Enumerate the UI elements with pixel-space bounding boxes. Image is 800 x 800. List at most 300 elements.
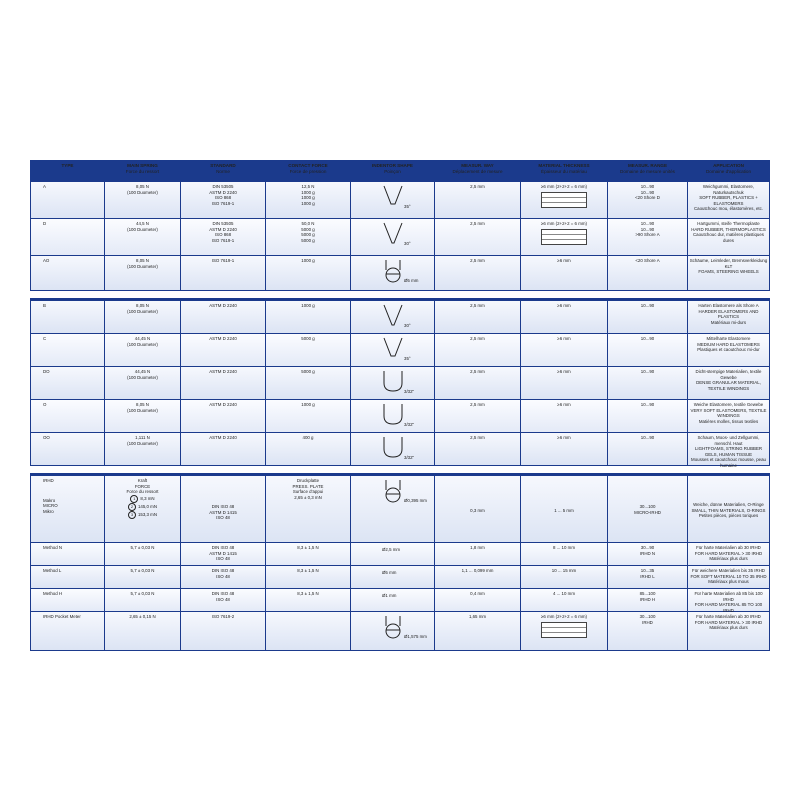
force-value: PRESS. PLATE	[292, 483, 324, 489]
cell-standard	[181, 334, 266, 366]
way-value: 2,5 mm	[470, 369, 485, 374]
thickness-block	[522, 402, 606, 408]
force-value: 8,3 ± 1,5 N	[297, 545, 319, 550]
header-label: MEASUR. RANGE	[627, 163, 668, 168]
thickness-block	[522, 568, 606, 574]
application-value: Hartgummi, steife Thermoplaste	[697, 221, 760, 226]
application-value: Matériaux plus durs	[709, 625, 748, 631]
application-value: FOR HARD MATERIAL 85 TO 100 IRHD	[694, 602, 763, 613]
force-value: 12,5 N	[301, 184, 315, 189]
cell-application	[688, 566, 770, 588]
application-value: Mittelharte Elastomere	[706, 336, 751, 341]
application-value: Petites pièces, pièces toriques	[698, 513, 759, 519]
group-shore-a-d	[30, 182, 770, 291]
standard-value: DIN 53505	[212, 221, 234, 226]
way-value: 2,5 mm	[470, 258, 485, 263]
indentor-label: 3/32"	[404, 422, 415, 427]
standard-value: ASTM D 1415	[209, 550, 237, 556]
indentor-figure	[352, 614, 433, 648]
type-sublabel: Mikro	[43, 508, 54, 514]
thickness-value: 4 ... 10 mm	[553, 591, 575, 596]
force-value: 5000 g	[301, 226, 315, 232]
cell-standard	[181, 589, 266, 611]
cell-main-spring	[105, 566, 181, 588]
cell-standard	[181, 612, 266, 650]
thickness-block	[522, 614, 606, 638]
range-value: 30...100	[639, 614, 656, 619]
table-row	[30, 334, 770, 367]
table-row	[30, 219, 770, 256]
column-header	[435, 160, 521, 182]
table-row	[30, 182, 770, 219]
cell-measuring-way	[435, 612, 521, 650]
application-value: FOR SOFT MATERIAL 10 TO 35 IRHD	[690, 573, 767, 579]
range-value: IRHD H	[639, 596, 656, 602]
indentor-label: Ø2,5 mm	[382, 547, 401, 552]
application-value: Matériaux plus durs	[709, 556, 748, 562]
force-value: 8,3 ± 1,5 N	[297, 568, 319, 573]
cell-main-spring	[105, 367, 181, 399]
group-gap	[30, 291, 770, 298]
standard-value: DIN ISO 48	[211, 591, 235, 596]
standard-value: DIN 53505	[212, 184, 234, 189]
indentor-figure	[352, 303, 433, 331]
standard-value: ASTM D 2240	[209, 189, 237, 195]
force-value: 5000 g	[301, 232, 315, 238]
way-value: 2,5 mm	[470, 435, 485, 440]
application-value: Für harte Materialien ab 30 IRHD	[696, 545, 761, 550]
cell-application	[688, 400, 770, 432]
cell-indentor-shape	[351, 256, 435, 290]
group-gap	[30, 466, 770, 473]
indentor-figure	[352, 478, 433, 540]
column-header	[266, 160, 351, 182]
cell-main-spring	[105, 219, 181, 255]
cell-measuring-range	[608, 433, 688, 465]
cell-type	[30, 334, 105, 366]
standard-value: ISO 7619-2	[211, 614, 235, 619]
standard-value: ASTM D 2240	[209, 226, 237, 232]
force-value: Druckplatte	[296, 478, 320, 483]
table-row	[30, 566, 770, 589]
cell-contact-force	[266, 400, 351, 432]
spring-value: 8,05 N	[136, 402, 149, 407]
force-value: 1000 g	[301, 189, 315, 195]
cell-measuring-range	[608, 543, 688, 565]
column-header	[30, 160, 105, 182]
header-label: TYPE	[61, 163, 74, 168]
cell-material-thickness	[521, 334, 608, 366]
standard-value: ISO 7619-1	[211, 258, 235, 263]
cell-measuring-range	[608, 256, 688, 290]
thickness-value: ≥6 mm	[557, 336, 571, 341]
table-row	[30, 400, 770, 433]
cell-material-thickness	[521, 367, 608, 399]
cell-main-spring	[105, 182, 181, 218]
application-value: SOFT RUBBER, PLASTICS + ELASTOMERS	[699, 195, 758, 206]
type-label: D	[43, 221, 47, 226]
range-value: 10...90	[640, 226, 655, 232]
stacked-layers-icon	[541, 622, 587, 638]
indentor-label: 35°	[404, 356, 411, 361]
cell-type	[30, 301, 105, 333]
force-value: 50,0 N	[301, 221, 315, 226]
spring-value: 8,05 N	[136, 258, 149, 263]
force-value: 1000 g	[301, 200, 315, 206]
spring-subvalue: 2 145,0 mN	[106, 503, 179, 511]
cell-material-thickness	[521, 612, 608, 650]
thickness-value: ≥6 mm	[557, 369, 571, 374]
standard-value: ISO 868	[214, 195, 232, 201]
cup-indentor-icon	[378, 369, 408, 395]
force-value: 5000 g	[301, 237, 315, 243]
cell-contact-force	[266, 476, 351, 542]
type-label: A	[43, 184, 46, 189]
spring-value: 8,05 N	[136, 303, 149, 308]
standard-value: ASTM D 2240	[209, 435, 237, 440]
cell-indentor-shape	[351, 612, 435, 650]
application-value: LIGHTFOAMS, STRING RUBBER GELS, HUMAN TISSUE	[694, 446, 763, 457]
spring-value: 5,7 ± 0,03 N	[130, 591, 155, 596]
cell-measuring-way	[435, 476, 521, 542]
way-value: 2,5 mm	[470, 402, 485, 407]
application-value: Für harte Materialien ab 30 IRHD	[696, 614, 761, 619]
spring-value: (100 Duometer)	[127, 189, 158, 195]
application-value: SMALL, THIN MATERIALS, O-RINGS	[691, 507, 766, 513]
application-value: Schäume, Leimleder, Bremsverkleidung KLT	[689, 258, 768, 269]
cell-standard	[181, 182, 266, 218]
indentor-label: 30°	[404, 323, 411, 328]
application-value: Schaum, Moos- und Zellgummi, menschl. Haut	[697, 435, 760, 446]
cell-main-spring	[105, 334, 181, 366]
application-value: DENSE GRANULAR MATERIAL, TEXTILE WINDINGS	[696, 380, 761, 391]
indentor-label: Ø5 mm	[404, 278, 419, 283]
indentor-label: Ø5 mm	[382, 570, 397, 575]
indentor-figure	[352, 369, 433, 397]
cell-contact-force	[266, 367, 351, 399]
cell-measuring-range	[608, 301, 688, 333]
cell-application	[688, 256, 770, 290]
cell-material-thickness	[521, 219, 608, 255]
table-row	[30, 256, 770, 291]
thickness-block	[522, 508, 606, 514]
standard-value: ASTM D 1415	[209, 509, 237, 515]
stacked-layers-icon	[541, 192, 587, 208]
standard-value: ISO 48	[216, 596, 230, 602]
cell-measuring-way	[435, 433, 521, 465]
cell-measuring-way	[435, 400, 521, 432]
cone35-indentor-icon	[378, 336, 408, 362]
way-value: 2,5 mm	[470, 303, 485, 308]
thickness-value: ≥6 mm	[557, 435, 571, 440]
cell-standard	[181, 433, 266, 465]
spring-value: 8,05 N	[136, 184, 149, 189]
range-value: 10...35	[640, 568, 655, 573]
cell-application	[688, 301, 770, 333]
hardness-comparison-table	[30, 160, 770, 651]
indentor-figure	[352, 221, 433, 253]
thickness-value: ≥6 mm	[557, 402, 571, 407]
cell-main-spring	[105, 476, 181, 542]
range-value: 85...100	[639, 591, 656, 596]
cell-application	[688, 612, 770, 650]
force-value: 1000 g	[301, 303, 315, 308]
thickness-value: ≥6 mm (2+2+2 = 6 mm)	[541, 614, 587, 619]
header-sublabel: Domaine d'application	[705, 168, 752, 174]
cell-main-spring	[105, 612, 181, 650]
cell-measuring-range	[608, 219, 688, 255]
cell-contact-force	[266, 334, 351, 366]
header-sublabel: Poinçon	[384, 168, 401, 174]
cell-material-thickness	[521, 400, 608, 432]
force-value: 8,3 ± 1,5 N	[297, 591, 319, 596]
cell-type	[30, 589, 105, 611]
cell-application	[688, 367, 770, 399]
header-label: STANDARD	[210, 163, 236, 168]
cell-application	[688, 182, 770, 218]
cell-measuring-way	[435, 566, 521, 588]
thickness-value: 1 ... 5 mm	[554, 508, 574, 513]
force-value: 5000 g	[301, 336, 315, 341]
spring-value: (100 Duometer)	[127, 374, 158, 380]
thickness-value: 10 ... 15 mm	[551, 568, 577, 573]
cell-main-spring	[105, 256, 181, 290]
cell-measuring-range	[608, 334, 688, 366]
column-header	[608, 160, 688, 182]
spring-value: (100 Duometer)	[127, 263, 158, 269]
standard-value: ISO 868	[214, 232, 232, 238]
cell-application	[688, 334, 770, 366]
range-value: 10...90	[640, 184, 655, 189]
cell-indentor-shape	[351, 182, 435, 218]
application-value: Für weichere Materialien bis 35 IRHD	[692, 568, 765, 573]
standard-value: DIN ISO 48	[211, 504, 235, 509]
application-value: Weiche, dünne Materialien, O-Ringe	[693, 502, 764, 507]
application-value: HARD RUBBER, THERMOPLASTICS	[691, 226, 766, 232]
cell-application	[688, 543, 770, 565]
cell-measuring-range	[608, 476, 688, 542]
cell-contact-force	[266, 589, 351, 611]
standard-value: ISO 48	[216, 556, 230, 562]
thickness-block	[522, 591, 606, 597]
cell-measuring-way	[435, 256, 521, 290]
spring-value: (100 Duometer)	[127, 440, 158, 446]
cell-standard	[181, 367, 266, 399]
cell-measuring-way	[435, 219, 521, 255]
thickness-block	[522, 258, 606, 264]
thickness-block	[522, 184, 606, 208]
type-sublabel: MICRO	[43, 503, 58, 509]
thickness-block	[522, 435, 606, 441]
cell-indentor-shape	[351, 566, 435, 588]
cell-contact-force	[266, 433, 351, 465]
spring-value: Kraft	[137, 478, 148, 483]
header-sublabel: Épaisseur du matériau	[541, 168, 587, 174]
cell-material-thickness	[521, 566, 608, 588]
header-sublabel: Norme	[216, 168, 230, 174]
type-label: O	[43, 402, 47, 407]
table-row	[30, 367, 770, 400]
standard-value: ISO 7619-1	[211, 237, 235, 243]
cell-measuring-range	[608, 182, 688, 218]
cup-indentor-icon	[378, 402, 408, 428]
cell-main-spring	[105, 400, 181, 432]
application-value: FOR HARD MATERIAL > 30 IRHD	[694, 550, 763, 556]
application-value: HARDER ELASTOMERS AND PLASTICS	[698, 308, 759, 320]
cell-type	[30, 219, 105, 255]
standard-value: ASTM D 2240	[209, 369, 237, 374]
force-value: 2,65 ± 0,3 mN	[294, 494, 322, 500]
spring-value: FORCE	[134, 483, 151, 489]
table-row	[30, 433, 770, 466]
thickness-block	[522, 336, 606, 342]
header-sublabel: Déplacement de mesure	[452, 168, 503, 174]
standard-value: ASTM D 2240	[209, 336, 237, 341]
type-label: Method H	[43, 591, 63, 596]
indentor-label: Ø1,575 mm	[404, 634, 427, 639]
cell-application	[688, 476, 770, 542]
type-label: C	[43, 336, 47, 341]
application-value: Weiche Elastomere, textile Gewebe	[693, 402, 764, 407]
cell-measuring-way	[435, 334, 521, 366]
range-value: <20 Shore A	[635, 258, 660, 263]
cell-type	[30, 182, 105, 218]
cell-type	[30, 256, 105, 290]
thickness-value: ≥6 mm	[557, 303, 571, 308]
indentor-label: 3/32"	[404, 455, 415, 460]
column-header	[351, 160, 435, 182]
standard-value: ISO 7619-1	[211, 200, 235, 206]
table-row	[30, 476, 770, 543]
cell-indentor-shape	[351, 589, 435, 611]
cell-main-spring	[105, 589, 181, 611]
type-label: AO	[43, 258, 50, 263]
type-label: OO	[43, 435, 50, 440]
application-value: Harten Elastomere als Shore A	[698, 303, 759, 308]
indentor-figure	[352, 258, 433, 288]
range-value: MICRO-IRHD	[634, 509, 661, 515]
cell-standard	[181, 400, 266, 432]
cell-measuring-range	[608, 589, 688, 611]
way-value: 2,5 mm	[470, 221, 485, 226]
cell-type	[30, 367, 105, 399]
thickness-block	[522, 303, 606, 309]
ballcup-indentor-icon	[378, 478, 408, 504]
indentor-figure	[352, 591, 433, 609]
thickness-block	[522, 545, 606, 551]
number-circle-icon: 2	[128, 503, 136, 511]
header-label: MEASUR. WAY	[461, 163, 494, 168]
header-label: APPLICATION	[713, 163, 744, 168]
column-header	[521, 160, 608, 182]
type-label: Method L	[43, 568, 62, 573]
way-value: 1,8 mm	[470, 545, 485, 550]
thickness-value: 8 ... 10 mm	[553, 545, 575, 550]
application-value: FOAMS, STEERING WHEELS	[698, 269, 759, 275]
column-header	[688, 160, 770, 182]
range-value: 10...90	[640, 369, 655, 374]
spring-value: 44,45 N	[134, 336, 151, 341]
header-sublabel: Domaine de mesure unités	[620, 168, 675, 174]
range-value: 10...90	[640, 189, 655, 195]
range-value: 10...90	[640, 303, 655, 308]
indentor-label: 3/32"	[404, 389, 415, 394]
standard-value: DIN ISO 48	[211, 545, 235, 550]
cell-standard	[181, 476, 266, 542]
cell-main-spring	[105, 433, 181, 465]
table-header	[30, 160, 770, 182]
cell-measuring-range	[608, 566, 688, 588]
cell-application	[688, 219, 770, 255]
cell-standard	[181, 301, 266, 333]
type-label: B	[43, 303, 46, 308]
type-label: IRHD Pocket Meter	[43, 614, 81, 619]
force-value: 1000 g	[301, 402, 315, 407]
header-sublabel: Force de pression	[289, 168, 327, 174]
way-value: 2,5 mm	[470, 184, 485, 189]
table-row	[30, 612, 770, 651]
cell-measuring-way	[435, 301, 521, 333]
indentor-figure	[352, 402, 433, 430]
application-value: VERY SOFT ELASTOMERS, TEXTILE WINDINGS	[690, 407, 767, 419]
number-circle-icon: 1	[130, 495, 138, 503]
indentor-label: Ø0,395 mm	[404, 498, 427, 503]
range-value: 10...90	[640, 402, 655, 407]
application-value: Für harte Materialien ab 85 bis 100 IRHD	[694, 591, 763, 602]
force-value: Surface d'appui	[292, 489, 324, 495]
number-circle-icon: 3	[128, 511, 136, 519]
cell-measuring-way	[435, 182, 521, 218]
spring-subvalue: 3 153,3 mN	[106, 511, 179, 519]
cell-contact-force	[266, 566, 351, 588]
application-value: Weichgummi, Elastomere, Naturkautschuk	[702, 184, 755, 195]
cell-type	[30, 433, 105, 465]
range-value: <20 Shore D	[635, 195, 660, 201]
range-value: IRHD L	[640, 573, 655, 579]
type-label: IRHD	[43, 478, 54, 483]
cell-measuring-way	[435, 589, 521, 611]
cell-material-thickness	[521, 476, 608, 542]
cell-contact-force	[266, 543, 351, 565]
way-value: 0,4 mm	[470, 591, 485, 596]
cell-material-thickness	[521, 433, 608, 465]
spring-value: 44,5 N	[136, 221, 149, 226]
range-value: >90 Shore A	[635, 232, 660, 238]
thickness-block	[522, 221, 606, 245]
cell-material-thickness	[521, 589, 608, 611]
cell-contact-force	[266, 256, 351, 290]
cell-indentor-shape	[351, 433, 435, 465]
cell-measuring-range	[608, 400, 688, 432]
cell-type	[30, 612, 105, 650]
cone30-indentor-icon	[378, 303, 408, 329]
cup-indentor-icon	[378, 435, 408, 461]
spring-value: (100 Duometer)	[127, 226, 158, 232]
indentor-figure	[352, 184, 433, 216]
cell-contact-force	[266, 612, 351, 650]
header-label: INDENTOR SHAPE	[371, 163, 413, 168]
force-value: 400 g	[302, 435, 314, 440]
cell-main-spring	[105, 301, 181, 333]
header-label: CONTACT FORCE	[288, 163, 328, 168]
spring-value: (100 Duometer)	[127, 308, 158, 314]
thickness-value: ≥6 mm	[557, 258, 571, 263]
application-value: Caoutchouc mou, élastomères, etc.	[693, 206, 764, 212]
cell-contact-force	[266, 219, 351, 255]
column-header	[181, 160, 266, 182]
cell-standard	[181, 256, 266, 290]
cell-standard	[181, 566, 266, 588]
